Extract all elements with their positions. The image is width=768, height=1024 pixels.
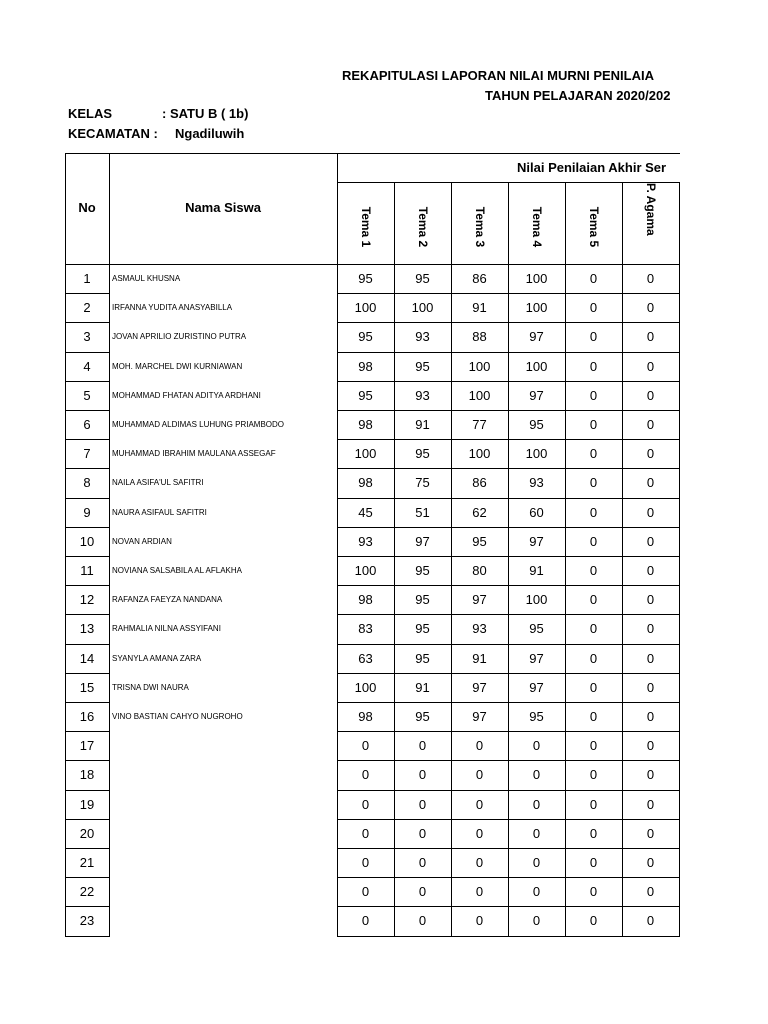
score-cell: 0: [646, 300, 655, 316]
score-cell: 0: [418, 913, 427, 929]
score-cell: 97: [472, 679, 487, 695]
header-nama-siswa: Nama Siswa: [185, 200, 261, 215]
row-number: 2: [83, 300, 91, 316]
student-name: IRFANNA YUDITA ANASYABILLA: [112, 303, 233, 313]
score-cell: 0: [646, 913, 655, 929]
score-cell: 95: [529, 621, 544, 637]
score-cell: 97: [529, 650, 544, 666]
score-cell: 98: [358, 358, 373, 374]
score-cell: 95: [472, 533, 487, 549]
score-cell: 0: [532, 825, 541, 841]
student-name: SYANYLA AMANA ZARA: [112, 653, 202, 663]
score-cell: 100: [525, 271, 548, 286]
score-cell: 0: [418, 738, 427, 754]
score-cell: 0: [646, 387, 655, 403]
score-cell: 0: [646, 767, 655, 783]
score-cell: 0: [361, 855, 370, 870]
score-cell: 93: [472, 621, 487, 637]
header-no: No: [78, 200, 96, 215]
score-cell: 60: [529, 504, 544, 520]
score-cell: 97: [529, 533, 544, 549]
score-cell: 95: [415, 446, 430, 462]
score-cell: 0: [475, 913, 484, 929]
score-cell: 45: [358, 504, 373, 520]
score-cell: 0: [532, 884, 541, 900]
student-name: MOHAMMAD FHATAN ADITYA ARDHANI: [112, 390, 261, 400]
score-cell: 0: [418, 855, 427, 870]
score-cell: 93: [415, 387, 430, 403]
score-cell: 0: [361, 796, 370, 812]
row-number: 11: [80, 563, 94, 578]
score-cell: 100: [468, 387, 491, 403]
score-cell: 95: [415, 592, 430, 608]
score-cell: 95: [358, 329, 373, 345]
score-cell: 0: [646, 504, 655, 520]
score-cell: 91: [472, 650, 487, 666]
score-cell: 0: [646, 709, 655, 724]
score-cell: 0: [532, 767, 541, 783]
score-cell: 0: [589, 417, 598, 432]
score-cell: 0: [646, 650, 655, 666]
score-cell: 0: [475, 884, 484, 900]
row-number: 15: [79, 679, 95, 695]
score-cell: 100: [468, 446, 491, 462]
score-cell: 95: [415, 563, 430, 578]
student-name: NOVAN ARDIAN: [112, 536, 172, 546]
score-cell: 95: [529, 709, 544, 724]
row-number: 20: [79, 825, 95, 841]
score-cell: 93: [415, 329, 430, 345]
score-cell: 100: [354, 446, 377, 462]
student-name: RAHMALIA NILNA ASSYIFANI: [112, 624, 221, 634]
student-name: ASMAUL KHUSNA: [112, 274, 181, 283]
score-cell: 0: [646, 884, 655, 900]
score-cell: 0: [418, 825, 427, 841]
score-cell: 0: [589, 329, 598, 345]
score-cell: 0: [646, 446, 655, 462]
score-cell: 0: [532, 738, 541, 754]
row-number: 17: [79, 738, 95, 754]
score-cell: 0: [589, 738, 598, 754]
header-group: Nilai Penilaian Akhir Ser: [517, 160, 667, 175]
row-number: 5: [83, 387, 91, 403]
student-name: MUHAMMAD ALDIMAS LUHUNG PRIAMBODO: [112, 420, 285, 429]
score-cell: 0: [589, 271, 598, 286]
row-number: 21: [79, 855, 95, 870]
score-cell: 0: [475, 796, 484, 812]
student-name: JOVAN APRILIO ZURISTINO PUTRA: [112, 332, 247, 342]
score-cell: 0: [589, 796, 598, 812]
kecamatan-value: Ngadiluwih: [175, 126, 245, 141]
row-number: 10: [79, 533, 95, 549]
score-cell: 88: [472, 329, 487, 345]
score-cell: 0: [532, 855, 541, 870]
score-cell: 0: [646, 738, 655, 754]
score-cell: 95: [415, 709, 430, 724]
score-cell: 0: [361, 884, 370, 900]
score-cell: 62: [472, 504, 487, 520]
score-cell: 0: [646, 563, 655, 578]
score-cell: 0: [475, 825, 484, 841]
score-cell: 0: [646, 417, 655, 432]
score-cell: 95: [415, 650, 430, 666]
kelas-value: : SATU B ( 1b): [162, 106, 249, 121]
score-cell: 0: [589, 884, 598, 900]
score-cell: 95: [415, 621, 430, 637]
score-cell: 80: [472, 563, 487, 578]
score-cell: 0: [646, 592, 655, 608]
score-cell: 93: [529, 475, 544, 491]
score-cell: 0: [418, 796, 427, 812]
score-cell: 100: [354, 300, 377, 316]
score-cell: 100: [354, 679, 377, 695]
header-subject-1: Tema 1: [358, 206, 373, 248]
score-cell: 0: [589, 563, 598, 578]
score-cell: 0: [475, 738, 484, 754]
row-number: 23: [79, 913, 95, 929]
student-name: TRISNA DWI NAURA: [112, 682, 189, 692]
header-subject-3: Tema 3: [472, 206, 487, 248]
row-number: 18: [79, 767, 95, 783]
score-cell: 0: [646, 679, 655, 695]
score-cell: 0: [646, 358, 655, 374]
header-subject-5: Tema 5: [586, 206, 601, 248]
score-cell: 51: [415, 504, 430, 520]
score-cell: 97: [529, 679, 544, 695]
score-cell: 0: [532, 796, 541, 812]
row-number: 3: [83, 329, 91, 345]
score-cell: 0: [589, 592, 598, 608]
score-cell: 98: [358, 592, 373, 608]
row-number: 12: [79, 592, 95, 608]
score-cell: 0: [589, 709, 598, 724]
score-cell: 0: [646, 825, 655, 841]
score-cell: 95: [358, 271, 373, 286]
score-cell: 0: [589, 358, 598, 374]
score-cell: 95: [415, 358, 430, 374]
score-cell: 97: [472, 592, 487, 608]
row-number: 19: [79, 796, 95, 812]
header-subject-2: Tema 2: [415, 206, 430, 248]
score-cell: 100: [525, 446, 548, 462]
row-number: 7: [83, 446, 91, 462]
row-number: 16: [79, 709, 95, 724]
score-cell: 0: [589, 679, 598, 695]
score-cell: 0: [589, 475, 598, 491]
row-number: 14: [79, 650, 95, 666]
score-cell: 83: [358, 621, 373, 637]
score-cell: 91: [529, 563, 544, 578]
student-name: NAILA ASIFA'UL SAFITRI: [112, 478, 204, 488]
report-title: REKAPITULASI LAPORAN NILAI MURNI PENILAIA: [342, 68, 654, 83]
score-cell: 86: [472, 271, 487, 286]
student-name: RAFANZA FAEYZA NANDANA: [112, 595, 223, 605]
score-cell: 0: [475, 767, 484, 783]
report-year: TAHUN PELAJARAN 2020/202: [485, 88, 671, 103]
score-cell: 86: [472, 475, 487, 491]
score-cell: 0: [589, 533, 598, 549]
score-cell: 95: [358, 387, 373, 403]
score-cell: 91: [472, 300, 487, 316]
score-cell: 100: [354, 563, 377, 578]
row-number: 1: [83, 271, 91, 286]
score-cell: 0: [646, 475, 655, 491]
score-cell: 0: [361, 767, 370, 783]
score-cell: 95: [415, 271, 430, 286]
score-cell: 93: [358, 533, 373, 549]
score-cell: 0: [589, 650, 598, 666]
score-cell: 100: [468, 358, 491, 374]
score-cell: 0: [646, 855, 655, 870]
score-cell: 97: [529, 329, 544, 345]
score-cell: 0: [589, 913, 598, 929]
score-cell: 98: [358, 417, 373, 432]
student-name: VINO BASTIAN CAHYO NUGROHO: [112, 712, 243, 721]
score-cell: 0: [589, 621, 598, 637]
score-cell: 0: [646, 271, 655, 286]
score-cell: 0: [418, 767, 427, 783]
score-cell: 91: [415, 417, 430, 432]
score-cell: 98: [358, 709, 373, 724]
row-number: 4: [83, 358, 91, 374]
row-number: 8: [83, 475, 91, 491]
table-bottom-border: [65, 936, 110, 937]
score-cell: 100: [525, 358, 548, 374]
score-cell: 0: [646, 621, 655, 637]
score-cell: 100: [411, 300, 434, 316]
score-cell: 0: [589, 767, 598, 783]
header-subject-6: P. Agama: [643, 183, 658, 236]
score-cell: 100: [525, 592, 548, 608]
row-number: 22: [79, 884, 95, 900]
subject-column-border: [679, 182, 680, 937]
score-cell: 0: [646, 329, 655, 345]
kelas-label: KELAS: [68, 106, 113, 121]
score-cell: 75: [415, 475, 430, 491]
score-cell: 100: [525, 300, 548, 316]
score-cell: 0: [475, 855, 484, 870]
score-cell: 0: [589, 300, 598, 316]
table-bottom-border: [337, 936, 680, 937]
score-cell: 0: [589, 387, 598, 403]
score-cell: 0: [589, 504, 598, 520]
header-subject-4: Tema 4: [529, 206, 544, 248]
score-cell: 0: [361, 913, 370, 929]
score-cell: 91: [415, 679, 430, 695]
score-cell: 0: [418, 884, 427, 900]
score-cell: 0: [361, 825, 370, 841]
score-cell: 77: [472, 417, 487, 432]
score-cell: 0: [646, 533, 655, 549]
student-name: NOVIANA SALSABILA AL AFLAKHA: [112, 566, 242, 575]
table-top-border: [65, 153, 680, 154]
student-name: NAURA ASIFAUL SAFITRI: [112, 507, 207, 517]
score-cell: 95: [529, 417, 544, 432]
score-cell: 0: [532, 913, 541, 929]
student-name: MOH. MARCHEL DWI KURNIAWAN: [112, 361, 243, 371]
score-cell: 97: [415, 533, 430, 549]
score-cell: 98: [358, 475, 373, 491]
score-cell: 0: [646, 796, 655, 812]
score-cell: 0: [589, 855, 598, 870]
score-cell: 0: [589, 825, 598, 841]
no-column-border: [109, 153, 110, 937]
student-name: MUHAMMAD IBRAHIM MAULANA ASSEGAF: [112, 449, 276, 459]
row-number: 6: [83, 417, 91, 432]
row-number: 13: [79, 621, 95, 637]
score-cell: 97: [529, 387, 544, 403]
score-cell: 97: [472, 709, 487, 724]
score-cell: 0: [589, 446, 598, 462]
row-number: 9: [83, 504, 91, 520]
kecamatan-label: KECAMATAN :: [68, 126, 158, 141]
score-cell: 0: [361, 738, 370, 754]
score-cell: 63: [358, 650, 373, 666]
